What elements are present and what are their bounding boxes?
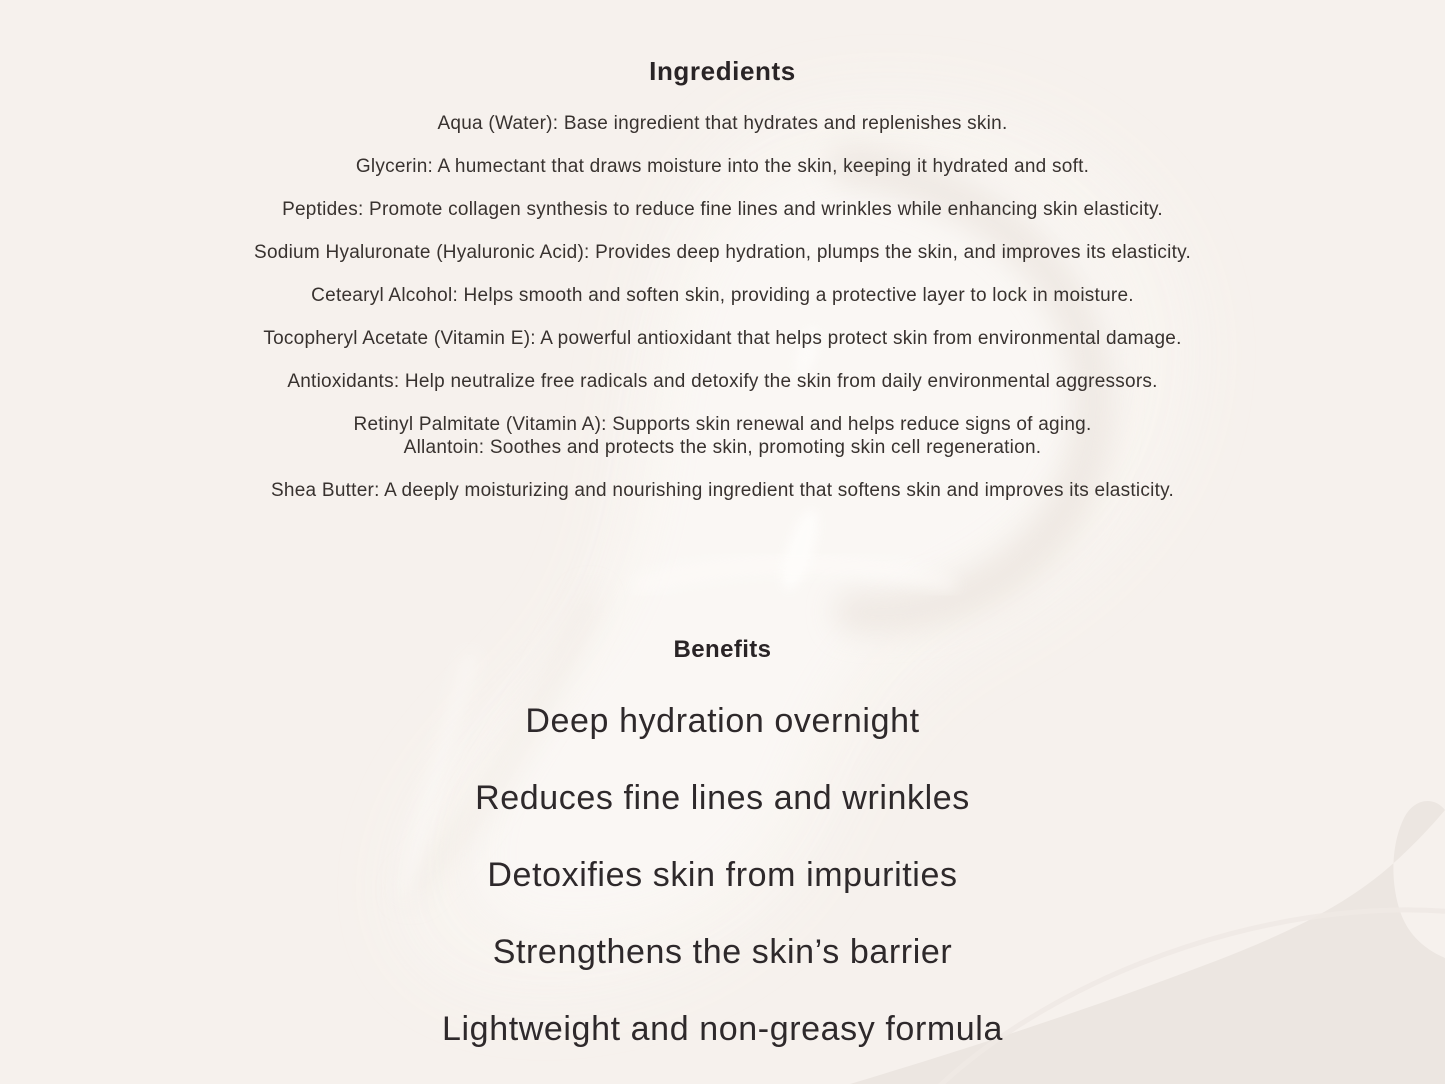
benefit-line-detoxifies: Detoxifies skin from impurities [487, 856, 958, 894]
ingredient-line-shea-butter: Shea Butter: A deeply moisturizing and nourishing ingredient that softens skin and improves its elasticity. [271, 480, 1174, 501]
ingredient-line-sodium-hyaluronate: Sodium Hyaluronate (Hyaluronic Acid): Provides deep hydration, plumps the skin, and improves its elasticity. [254, 242, 1191, 263]
benefits-title: Benefits [673, 636, 772, 663]
ingredient-line-cetearyl-alcohol: Cetearyl Alcohol: Helps smooth and soften skin, providing a protective layer to lock in moisture. [311, 285, 1134, 306]
ingredients-title: Ingredients [649, 56, 796, 86]
benefits-section [0, 637, 1445, 1084]
ingredients-section [0, 56, 1445, 523]
ingredient-line-peptides: Peptides: Promote collagen synthesis to reduce fine lines and wrinkles while enhancing skin elasticity. [282, 199, 1163, 220]
ingredient-line-tocopheryl-acetate: Tocopheryl Acetate (Vitamin E): A powerful antioxidant that helps protect skin from environmental damage. [263, 328, 1182, 349]
benefit-line-hydration: Deep hydration overnight [525, 702, 920, 740]
ingredient-line-antioxidants: Antioxidants: Help neutralize free radicals and detoxify the skin from daily environmental aggressors. [287, 371, 1158, 392]
ingredient-line-glycerin: Glycerin: A humectant that draws moisture into the skin, keeping it hydrated and soft. [355, 156, 1090, 177]
ingredient-line-allantoin: Allantoin: Soothes and protects the skin, promoting skin cell regeneration. [403, 437, 1042, 458]
ingredient-line-aqua: Aqua (Water): Base ingredient that hydrates and replenishes skin. [437, 113, 1008, 134]
benefit-line-lightweight: Lightweight and non-greasy formula [442, 1010, 1003, 1048]
benefit-line-barrier: Strengthens the skin’s barrier [492, 933, 953, 971]
ingredient-line-retinyl-palmitate: Retinyl Palmitate (Vitamin A): Supports skin renewal and helps reduce signs of aging. [353, 414, 1092, 435]
benefit-line-fine-lines: Reduces fine lines and wrinkles [475, 779, 970, 817]
